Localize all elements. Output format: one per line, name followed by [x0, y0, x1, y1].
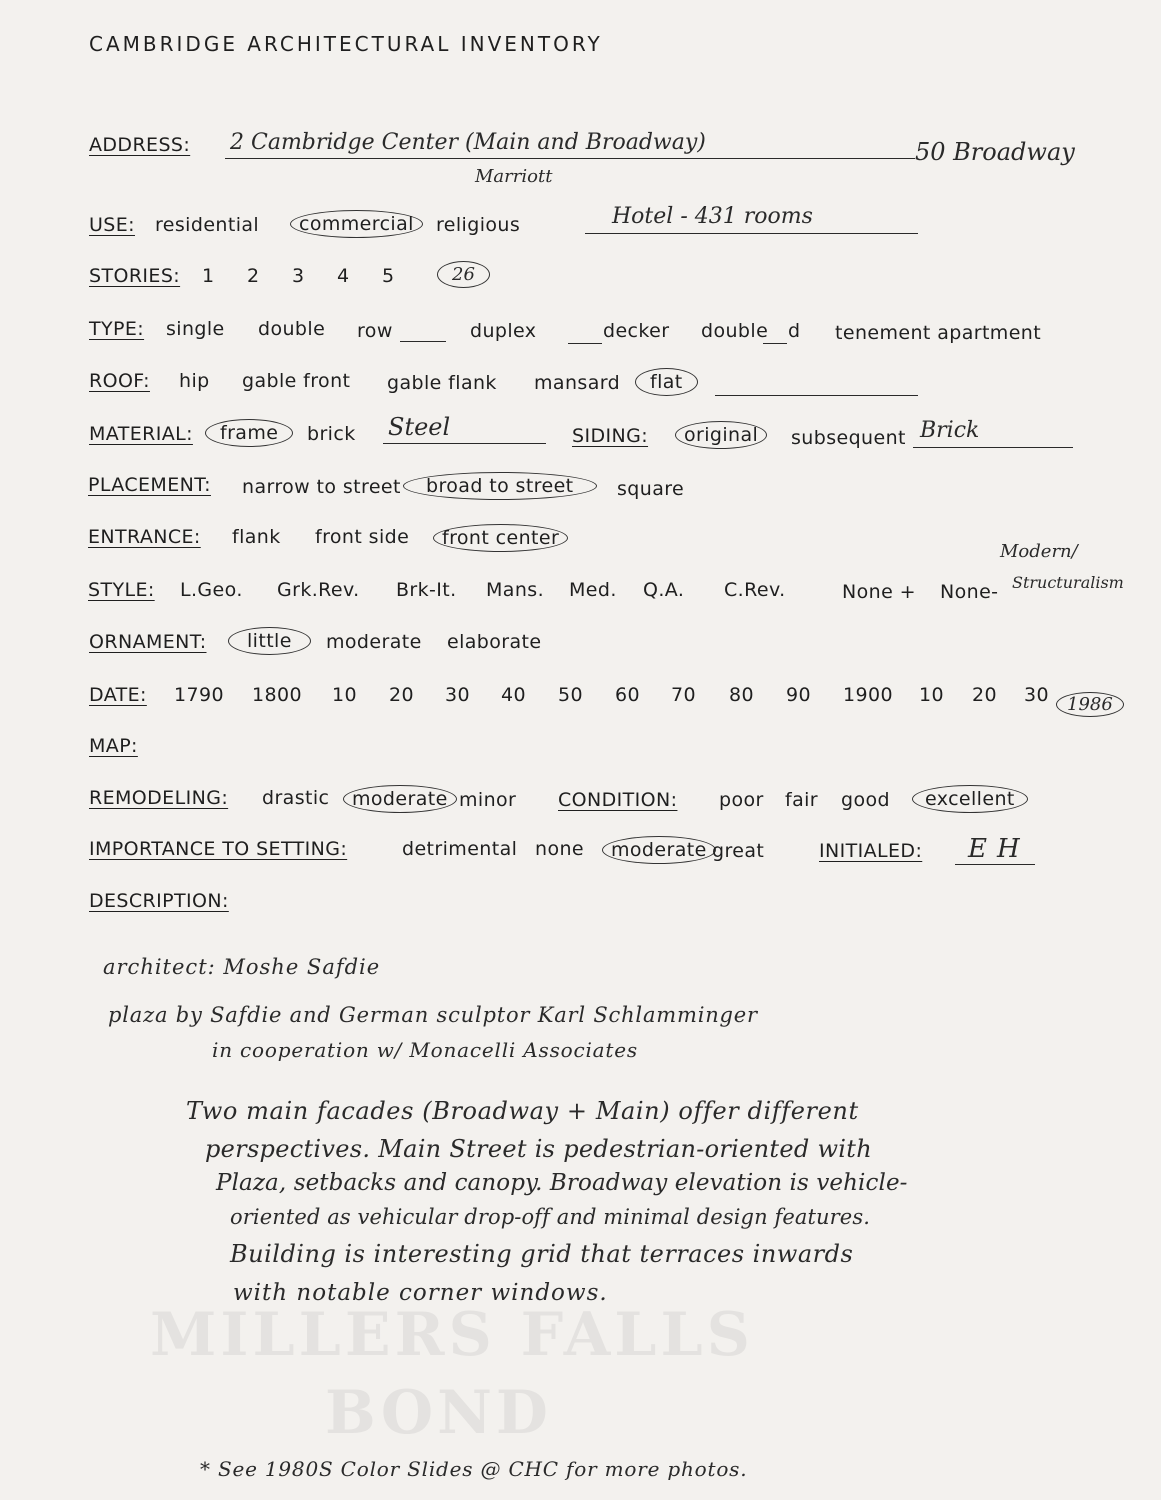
importance-label: IMPORTANCE TO SETTING: [89, 838, 348, 860]
importance-option-detrimental: detrimental [402, 838, 518, 860]
stories-option-4: 4 [337, 265, 350, 287]
date-option-1800: 1800 [252, 684, 302, 706]
date-option-40: 40 [501, 684, 526, 706]
type-option-single: single [166, 318, 225, 340]
siding-note: Brick [920, 418, 980, 443]
roof-option-gable-flank: gable flank [387, 372, 497, 394]
style-option-crev: C.Rev. [724, 579, 786, 601]
date-option-80: 80 [729, 684, 754, 706]
stories-option-1: 1 [202, 265, 215, 287]
style-option-med: Med. [569, 579, 617, 601]
address-line [225, 158, 915, 159]
date-label: DATE: [89, 684, 147, 706]
date-selected: 1986 [1056, 692, 1124, 717]
address-name: Marriott [475, 166, 553, 187]
entrance-label: ENTRANCE: [88, 526, 201, 548]
remodeling-option-minor: minor [459, 789, 517, 811]
use-option-residential: residential [155, 214, 260, 236]
style-note-modern: Modern/ [1000, 541, 1078, 562]
description-line-8: Building is interesting grid that terraces inwards [230, 1240, 854, 1268]
type-option-row: row [357, 320, 393, 342]
type-label: TYPE: [89, 318, 145, 340]
condition-option-excellent: excellent [912, 785, 1028, 813]
roof-option-gable-front: gable front [242, 370, 351, 392]
type-option-d: d [788, 320, 801, 342]
style-option-lgeo: L.Geo. [180, 579, 243, 601]
ornament-label: ORNAMENT: [89, 631, 207, 653]
use-label: USE: [89, 214, 135, 236]
stories-option-3: 3 [292, 265, 305, 287]
importance-option-great: great [712, 840, 765, 862]
siding-note-line [913, 447, 1073, 448]
description-line-6: Plaza, setbacks and canopy. Broadway elevation is vehicle- [216, 1170, 908, 1196]
stories-option-2: 2 [247, 265, 260, 287]
address-alt: 50 Broadway [915, 138, 1075, 166]
date-option-10: 10 [332, 684, 357, 706]
entrance-option-flank: flank [232, 526, 281, 548]
entrance-option-front-side: front side [315, 526, 410, 548]
placement-label: PLACEMENT: [88, 474, 211, 496]
siding-label: SIDING: [572, 425, 649, 447]
date-option-1910: 10 [919, 684, 944, 706]
condition-label: CONDITION: [558, 789, 678, 811]
style-option-mans: Mans. [486, 579, 545, 601]
remodeling-option-moderate: moderate [343, 785, 457, 813]
remodeling-option-drastic: drastic [262, 787, 330, 809]
description-footnote: * See 1980S Color Slides @ CHC for more photos. [200, 1457, 748, 1481]
address-value: 2 Cambridge Center (Main and Broadway) [230, 130, 706, 155]
style-option-brkit: Brk-It. [396, 579, 457, 601]
date-option-20: 20 [389, 684, 414, 706]
material-note-line [383, 443, 546, 444]
stories-option-5: 5 [382, 265, 395, 287]
roof-option-flat: flat [635, 368, 698, 396]
description-line-5: perspectives. Main Street is pedestrian-oriented with [205, 1135, 872, 1163]
style-option-none-plus: None + [842, 581, 916, 603]
material-note: Steel [388, 413, 451, 441]
type-option-double-d: double [701, 320, 769, 342]
stories-selected: 26 [437, 261, 490, 288]
date-option-90: 90 [786, 684, 811, 706]
type-double-d-blank [763, 343, 787, 344]
date-option-60: 60 [615, 684, 640, 706]
use-option-religious: religious [436, 214, 521, 236]
ornament-option-little: little [228, 627, 311, 655]
material-option-brick: brick [307, 423, 356, 445]
date-option-50: 50 [558, 684, 583, 706]
map-label: MAP: [89, 735, 138, 757]
address-label: ADDRESS: [89, 134, 191, 156]
description-line-7: oriented as vehicular drop-off and minimal design features. [230, 1205, 870, 1229]
style-option-none-minus: None- [940, 581, 999, 603]
initialed-line [955, 864, 1035, 865]
placement-option-narrow: narrow to street [242, 476, 401, 498]
ornament-option-moderate: moderate [326, 631, 422, 653]
style-option-qa: Q.A. [643, 579, 685, 601]
date-option-1900: 1900 [843, 684, 893, 706]
type-option-double: double [258, 318, 326, 340]
entrance-option-front-center: front center [433, 524, 568, 552]
watermark-line-2: BOND [325, 1378, 552, 1448]
roof-option-hip: hip [179, 370, 210, 392]
siding-option-subsequent: subsequent [791, 427, 906, 449]
description-line-9: with notable corner windows. [233, 1280, 608, 1306]
style-note-structuralism: Structuralism [1012, 573, 1124, 592]
roof-option-mansard: mansard [534, 372, 621, 394]
material-label: MATERIAL: [89, 423, 193, 445]
ornament-option-elaborate: elaborate [447, 631, 542, 653]
description-line-2: plaza by Safdie and German sculptor Karl Schlamminger [108, 1003, 758, 1027]
form-title: CAMBRIDGE ARCHITECTURAL INVENTORY [89, 32, 603, 56]
condition-option-good: good [841, 789, 890, 811]
date-option-30: 30 [445, 684, 470, 706]
importance-option-moderate: moderate [602, 836, 716, 864]
type-row-blank [400, 341, 446, 342]
type-option-duplex: duplex [470, 320, 537, 342]
roof-note-line [715, 395, 918, 396]
description-line-3: in cooperation w/ Monacelli Associates [212, 1038, 638, 1062]
description-line-1: architect: Moshe Safdie [103, 955, 381, 979]
material-option-frame: frame [205, 419, 293, 447]
placement-option-broad: broad to street [403, 472, 597, 500]
use-note: Hotel - 431 rooms [612, 204, 813, 229]
condition-option-fair: fair [785, 789, 819, 811]
type-option-tenement: tenement apartment [835, 322, 1042, 344]
roof-label: ROOF: [89, 370, 150, 392]
condition-option-poor: poor [719, 789, 764, 811]
style-option-grkrev: Grk.Rev. [277, 579, 360, 601]
date-option-1930: 30 [1024, 684, 1049, 706]
initialed-value: EH [968, 834, 1030, 864]
siding-option-original: original [675, 421, 767, 449]
stories-label: STORIES: [89, 265, 181, 287]
type-option-decker: decker [603, 320, 670, 342]
remodeling-label: REMODELING: [89, 787, 229, 809]
style-label: STYLE: [88, 579, 155, 601]
placement-option-square: square [617, 478, 685, 500]
initialed-label: INITIALED: [819, 840, 923, 862]
date-option-1790: 1790 [174, 684, 224, 706]
date-option-1920: 20 [972, 684, 997, 706]
date-option-70: 70 [671, 684, 696, 706]
use-option-commercial: commercial [290, 210, 423, 238]
description-line-4: Two main facades (Broadway + Main) offer different [186, 1097, 859, 1125]
type-decker-blank [568, 343, 602, 344]
description-label: DESCRIPTION: [89, 890, 229, 912]
importance-option-none: none [535, 838, 584, 860]
use-note-line [585, 233, 918, 234]
watermark-line-1: MILLERS FALLS [150, 1300, 755, 1370]
